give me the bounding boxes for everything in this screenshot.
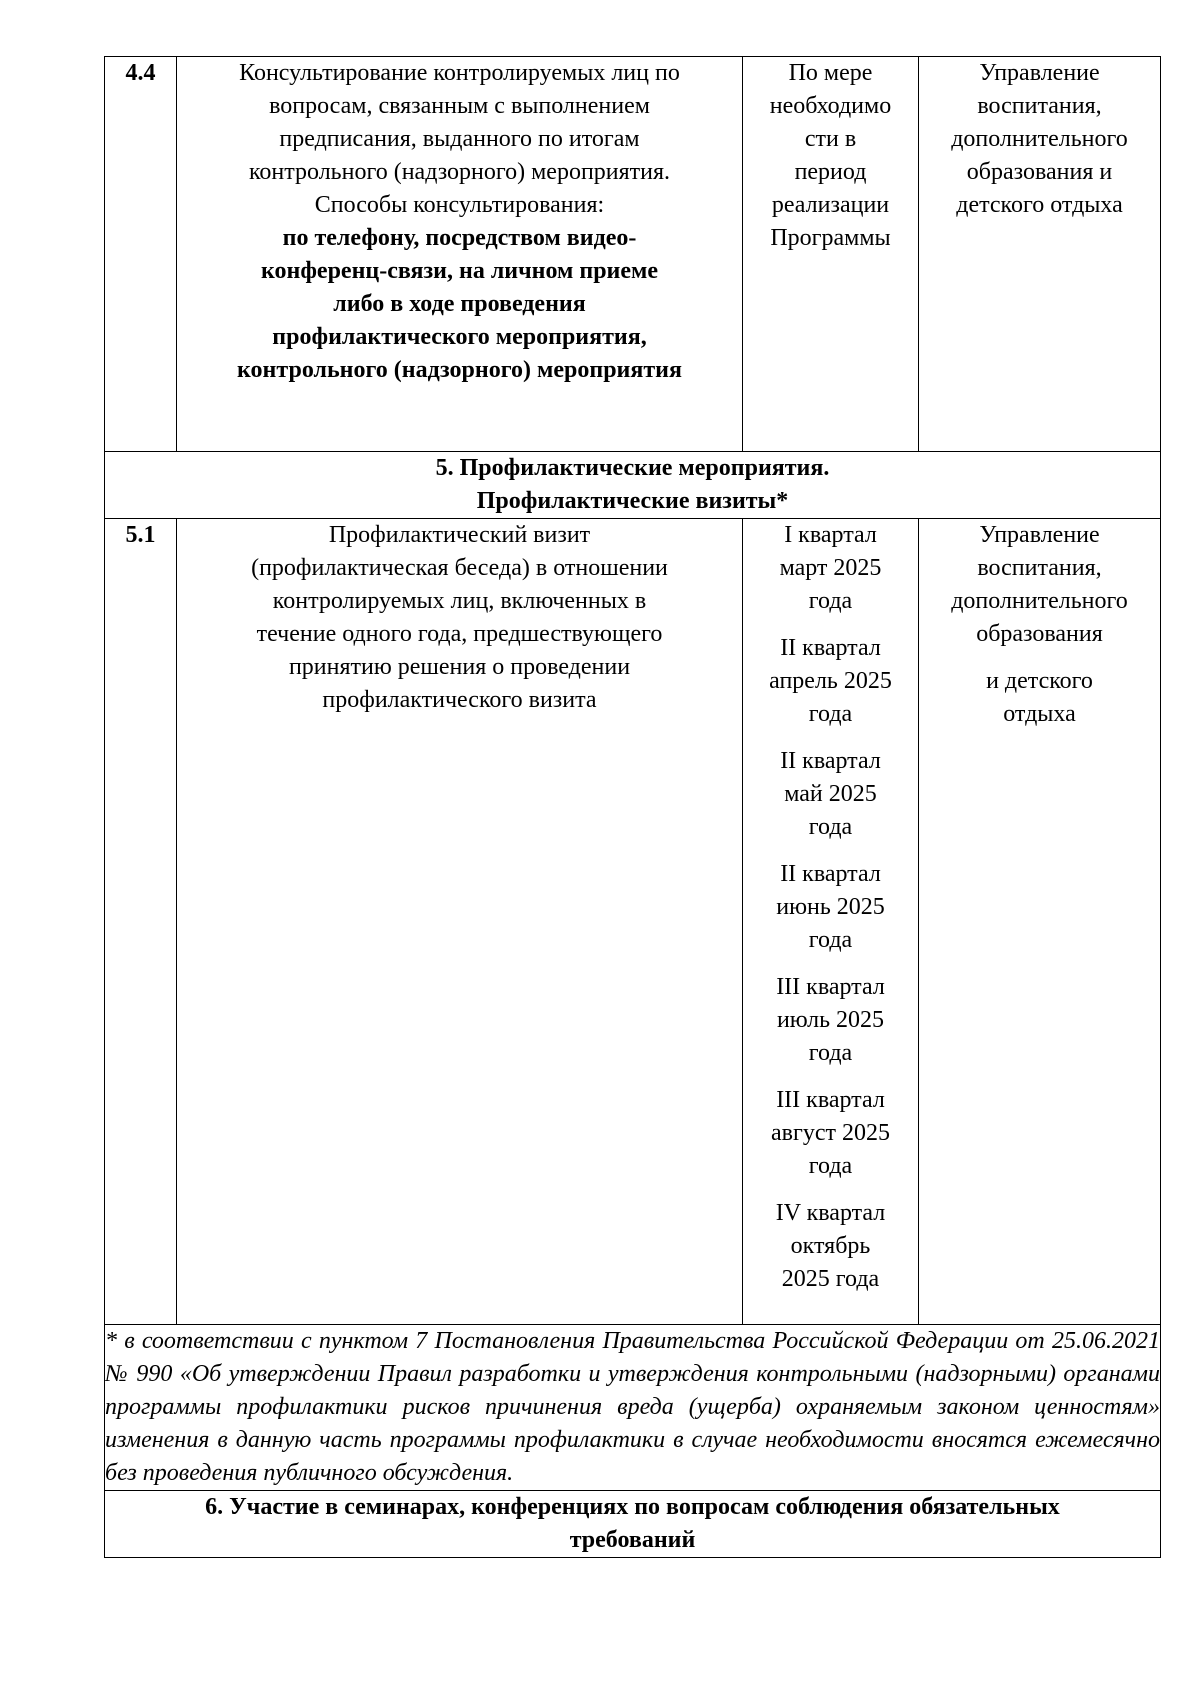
section-5-heading [105, 452, 1161, 519]
bold-text-line: контрольного (надзорного) мероприятия [237, 357, 682, 383]
quarter-label: II квартал [780, 861, 881, 887]
year-label: года [808, 927, 853, 953]
section-6-header-row [105, 1491, 1161, 1558]
responsible-line: детского отдыха [956, 192, 1123, 218]
text-line: контрольного (надзорного) мероприятия. [248, 159, 671, 185]
footnote: * в соответствии с пунктом 7 Постановления Правительства Российской Федерации от 25.06.2021 № 990 «Об утверждении Правил разработки и утверждения контрольными (надзорными) органами программы профилактики рисков причинения вреда (ущерба) охраняемым законом ценностям» изменения в данную часть программы профилактики в случае необходимости вносятся ежемесячно без проведения публичного обсуждения. [105, 1325, 1161, 1491]
month-label: июнь 2025 [776, 894, 885, 920]
row-number: 4.4 [105, 57, 177, 452]
section-title: 6. Участие в семинарах, конференциях по вопросам соблюдения обязательных [205, 1494, 1060, 1520]
responsible-line: воспитания, [977, 555, 1102, 581]
deadline-line: реализации [771, 192, 890, 218]
quarter-block [743, 519, 918, 618]
bold-text-line: профилактического мероприятия, [272, 324, 647, 350]
year-label: года [808, 588, 853, 614]
year-label: года [808, 1153, 853, 1179]
responsible-cell [919, 57, 1161, 452]
deadline-line: необходимо [769, 93, 892, 119]
text-line: профилактического визита [322, 687, 597, 713]
document-page [104, 56, 1160, 1558]
responsible-line: отдыха [1003, 701, 1076, 727]
responsible-line: Управление [979, 522, 1100, 548]
quarter-block [743, 632, 918, 731]
responsible-cell [919, 519, 1161, 1325]
footnote-row [105, 1325, 1161, 1491]
month-label: май 2025 [784, 781, 877, 807]
table-row-4-4 [105, 57, 1161, 452]
quarter-block [743, 971, 918, 1070]
text-line: вопросам, связанным с выполнением [269, 93, 650, 119]
month-label: апрель 2025 [769, 668, 892, 694]
quarter-label: I квартал [784, 522, 877, 548]
responsible-line: дополнительного [951, 126, 1128, 152]
section-6-heading [105, 1491, 1161, 1558]
year-label: 2025 года [781, 1266, 880, 1292]
bold-text-line: конференц-связи, на личном приеме [260, 258, 659, 284]
quarter-label: III квартал [776, 974, 885, 1000]
quarter-label: II квартал [780, 635, 881, 661]
year-label: года [808, 701, 853, 727]
deadline-line: Программы [770, 225, 891, 251]
deadline-cell [743, 57, 919, 452]
row-number: 5.1 [105, 519, 177, 1325]
deadline-line: По мере [788, 60, 873, 86]
deadline-line: сти в [804, 126, 857, 152]
month-label: август 2025 [771, 1120, 890, 1146]
bold-text-line: либо в ходе проведения [333, 291, 586, 317]
section-title-continued: требований [569, 1527, 696, 1553]
responsible-line: образования [976, 621, 1103, 647]
section-title: 5. Профилактические мероприятия. [435, 455, 830, 481]
quarter-label: IV квартал [775, 1200, 886, 1226]
month-label: октябрь [790, 1233, 871, 1259]
spacer [919, 651, 1160, 665]
quarter-block [743, 1084, 918, 1183]
responsible-line: дополнительного [951, 588, 1128, 614]
year-label: года [808, 814, 853, 840]
table-row-5-1 [105, 519, 1161, 1325]
activity-description [177, 57, 743, 452]
section-5-header-row [105, 452, 1161, 519]
prevention-plan-table [104, 56, 1161, 1558]
quarter-block [743, 745, 918, 844]
text-line: Профилактический визит [328, 522, 591, 548]
text-line: течение одного года, предшествующего [256, 621, 663, 647]
responsible-line: образования и [966, 159, 1113, 185]
quarter-label: II квартал [780, 748, 881, 774]
text-line: принятию решения о проведении [288, 654, 631, 680]
text-line: Консультирование контролируемых лиц по [239, 60, 680, 86]
quarter-block [743, 1197, 918, 1296]
activity-description [177, 519, 743, 1325]
text-line: Способы консультирования: [314, 192, 605, 218]
text-line: (профилактическая беседа) в отношении [251, 555, 668, 581]
deadline-cell [743, 519, 919, 1325]
responsible-line: воспитания, [977, 93, 1102, 119]
responsible-line: Управление [979, 60, 1100, 86]
deadline-line: период [794, 159, 867, 185]
month-label: март 2025 [779, 555, 882, 581]
section-subtitle: Профилактические визиты* [476, 488, 789, 514]
responsible-line: и детского [986, 668, 1093, 694]
text-line: контролируемых лиц, включенных в [272, 588, 647, 614]
month-label: июль 2025 [776, 1007, 885, 1033]
year-label: года [808, 1040, 853, 1066]
text-line: предписания, выданного по итогам [279, 126, 640, 152]
quarter-label: III квартал [776, 1087, 885, 1113]
quarter-block [743, 858, 918, 957]
bold-text-line: по телефону, посредством видео- [282, 225, 637, 251]
